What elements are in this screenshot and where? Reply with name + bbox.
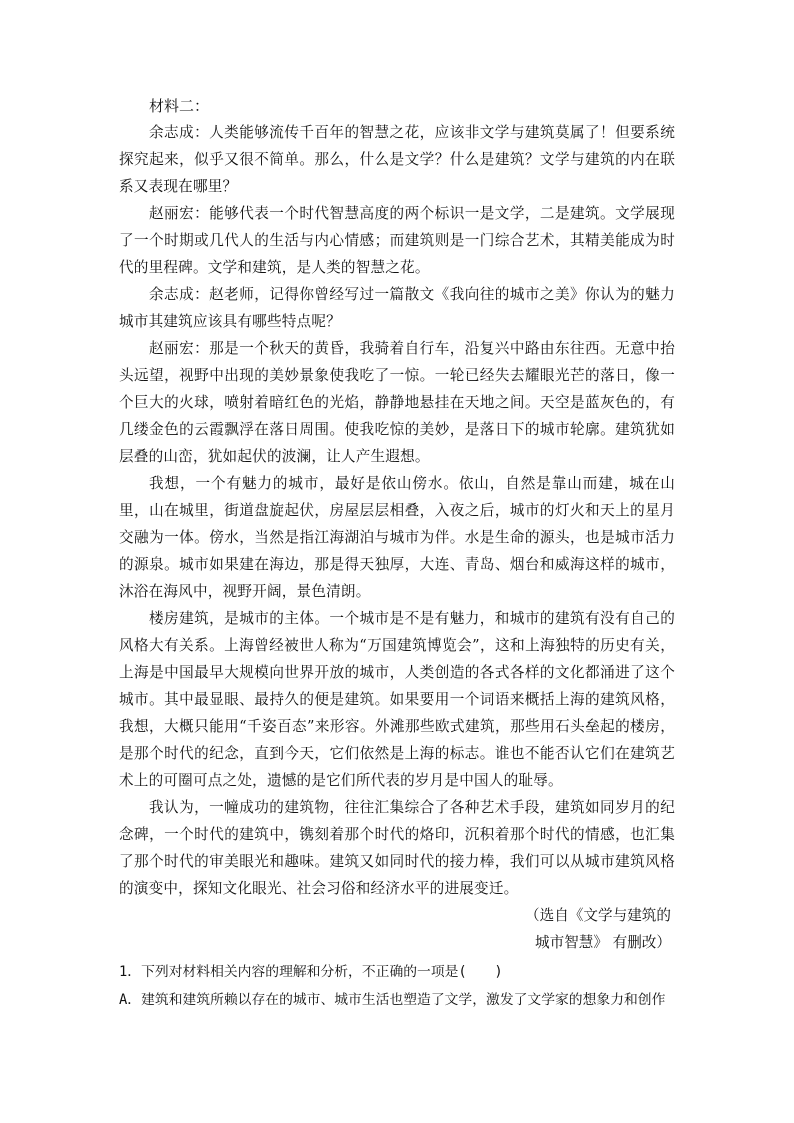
source-line-1: （选自《文学与建筑的: [525, 907, 671, 924]
paragraph-2: 赵丽宏：能够代表一个时代智慧高度的两个标识一是文学，二是建筑。文学展现了一个时期或几代人的生活与内心情感；而建筑则是一门综合艺术，其精美能成为时代的里程碑。文学和建筑，是人类的智慧之花。: [119, 205, 675, 276]
question-stem: 1．下列对材料相关内容的理解和分析，不正确的一项是( ): [119, 964, 503, 980]
source-line-2: 城市智慧》 有删改）: [535, 934, 671, 951]
source-citation: [119, 902, 675, 956]
paragraph-3: 余志成：赵老师，记得你曾经写过一篇散文《我向往的城市之美》你认为的魅力城市其建筑应该具有哪些特点呢？: [119, 286, 675, 330]
paragraph-1: 余志成：人类能够流传千百年的智慧之花，应该非文学与建筑莫属了！但要系统探究起来，似乎又很不简单。那么，什么是文学？什么是建筑？文学与建筑的内在联系又表现在哪里？: [119, 124, 675, 195]
paragraph-7: 我认为，一幢成功的建筑物，往往汇集综合了各种艺术手段，建筑如同岁月的纪念碑，一个时代的建筑中，镌刻着那个时代的烙印，沉积着那个时代的情感，也汇集了那个时代的审美眼光和趣味。建筑又如同时代的接力棒，我们可以从城市建筑风格的演变中，探知文化眼光、社会习俗和经济水平的进展变迁。: [119, 799, 675, 897]
paragraph-5: 我想，一个有魅力的城市，最好是依山傍水。依山，自然是靠山而建，城在山里，山在城里，街道盘旋起伏，房屋层层相叠，入夜之后，城市的灯火和天上的星月交融为一体。傍水，当然是指江海湖泊与城市为伴。水是生命的源头，也是城市活力的源泉。城市如果建在海边，那是得天独厚，大连、青岛、烟台和威海这样的城市，沐浴在海风中，视野开阔，景色清朗。: [119, 475, 675, 600]
document-body: [119, 93, 675, 1014]
material-heading: 材料二：: [149, 97, 210, 115]
paragraph-6: 楼房建筑，是城市的主体。一个城市是不是有魅力，和城市的建筑有没有自己的风格大有关系。上海曾经被世人称为“万国建筑博览会”，这和上海独特的历史有关，上海是中国最早大规模向世界开放的城市，人类创造的各式各样的文化都涌进了这个城市。其中最显眼、最持久的便是建筑。如果要用一个词语来概括上海的建筑风格，我想，大概只能用“千姿百态”来形容。外滩那些欧式建筑，那些用石头垒起的楼房，是那个时代的纪念，直到今天，它们依然是上海的标志。谁也不能否认它们在建筑艺术上的可圈可点之处，遗憾的是它们所代表的岁月是中国人的耻辱。: [119, 610, 675, 789]
paragraph-4: 赵丽宏：那是一个秋天的黄昏，我骑着自行车，沿复兴中路由东往西。无意中抬头远望，视野中出现的美妙景象使我吃了一惊。一轮已经失去耀眼光芒的落日，像一个巨大的火球，喷射着暗红色的光焰，静静地悬挂在天地之间。天空是蓝灰色的，有几缕金色的云霞飘浮在落日周围。使我吃惊的美妙，是落日下的城市轮廓。建筑犹如层叠的山峦，犹如起伏的波澜，让人产生遐想。: [119, 340, 675, 465]
question-option-a: A．建筑和建筑所赖以存在的城市、城市生活也塑造了文学，激发了文学家的想象力和创作: [119, 992, 666, 1008]
